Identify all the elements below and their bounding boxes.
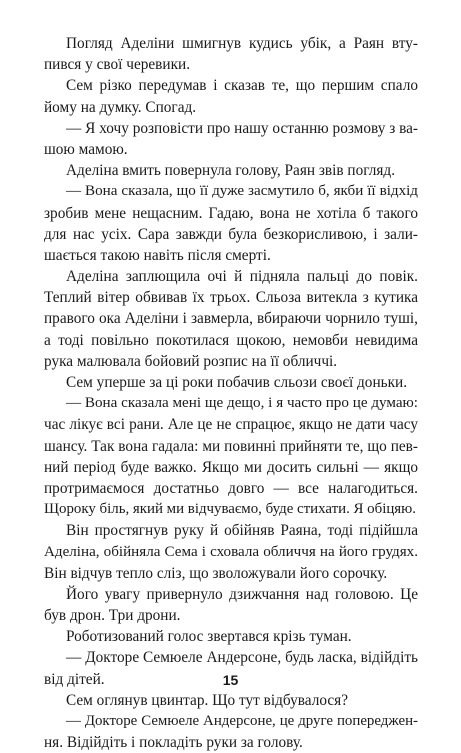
text-line: рука малювала бойовий розпис на її обличчі.: [44, 352, 338, 370]
text-line: Сем оглянув цвинтар. Що тут відбувалося?: [66, 691, 348, 709]
text-line: — Докторе Семюеле Андерсоне, це друге попереджен-: [66, 713, 418, 729]
body-text: [44, 33, 418, 753]
text-line: — Вона сказала, що її дуже засмутило б, якби її відхід: [66, 183, 418, 200]
text-line: — Докторе Семюеле Андерсоне, будь ласка, відійдіть: [66, 649, 418, 667]
text-line: Погляд Аделіни шмигнув кудись убік, а Раян вту-: [66, 35, 418, 52]
text-line: Він відчув тепло сліз, що зволожували його сорочку.: [44, 564, 388, 582]
text-line: Роботизований голос звертався крізь туман.: [66, 628, 352, 646]
text-line: Аделіна, обійняла Сема і сховала обличчя на його грудях.: [44, 543, 418, 560]
text-line: ний період буде важко. Якщо ми досить сильні — якщо: [44, 458, 418, 476]
text-line: пився у свої черевики.: [44, 56, 191, 74]
text-line: Він простягнув руку й обійняв Раяна, тоді підійшла: [66, 522, 418, 540]
text-line: шається такою навіть після смерті.: [44, 246, 271, 264]
text-line: а тоді повільно покотилася щокою, немовби невидима: [44, 331, 418, 349]
page-number: 15: [222, 672, 239, 688]
text-line: час лікує всі рани. Але це не спрацює, якщо не дати часу: [44, 416, 418, 434]
text-line: зробив мене нещасним. Гадаю, вона не хотіла б такого: [44, 204, 418, 222]
text-line: протримаємося достатньо довго — все налагодиться.: [44, 479, 418, 497]
text-line: Щороку біль, який ми відчуваємо, буде стихати. Я обіцяю.: [44, 501, 416, 518]
text-line: Сем різко передумав і сказав те, що першим спало: [66, 77, 418, 95]
text-line: Сем уперше за ці роки побачив сльози своєї доньки.: [66, 374, 408, 391]
text-line: Аделіна заплющила очі й підняла пальці до повік.: [66, 268, 418, 286]
text-line: Аделіна вмить повернула голову, Раян звів погляд.: [66, 162, 396, 180]
text-line: Теплий вітер обвивав їх трьох. Сльоза витекла з кутика: [44, 289, 418, 307]
text-line: — Я хочу розповісти про нашу останню розмову з ва-: [66, 119, 418, 137]
text-line: був дрон. Три дрони.: [44, 607, 181, 625]
text-line: Його увагу привернуло дзижчання над головою. Це: [66, 585, 418, 603]
text-line: від дітей.: [44, 670, 105, 688]
text-line: шою мамою.: [44, 140, 128, 158]
text-line: правого ока Аделіни і завмерла, вбираючи чорнило туші,: [44, 310, 418, 328]
text-line: ня. Відійдіть і покладіть руки за голову.: [44, 734, 303, 752]
text-line: йому на думку. Спогад.: [44, 98, 197, 116]
text-line: — Вона сказала мені ще дещо, і я часто про це думаю:: [66, 395, 418, 412]
text-line: шансу. Так вона гадала: ми повинні прийняти те, що пев-: [44, 437, 418, 455]
text-line: для нас усіх. Сара завжди була безкорисливою, і зали-: [44, 225, 418, 243]
